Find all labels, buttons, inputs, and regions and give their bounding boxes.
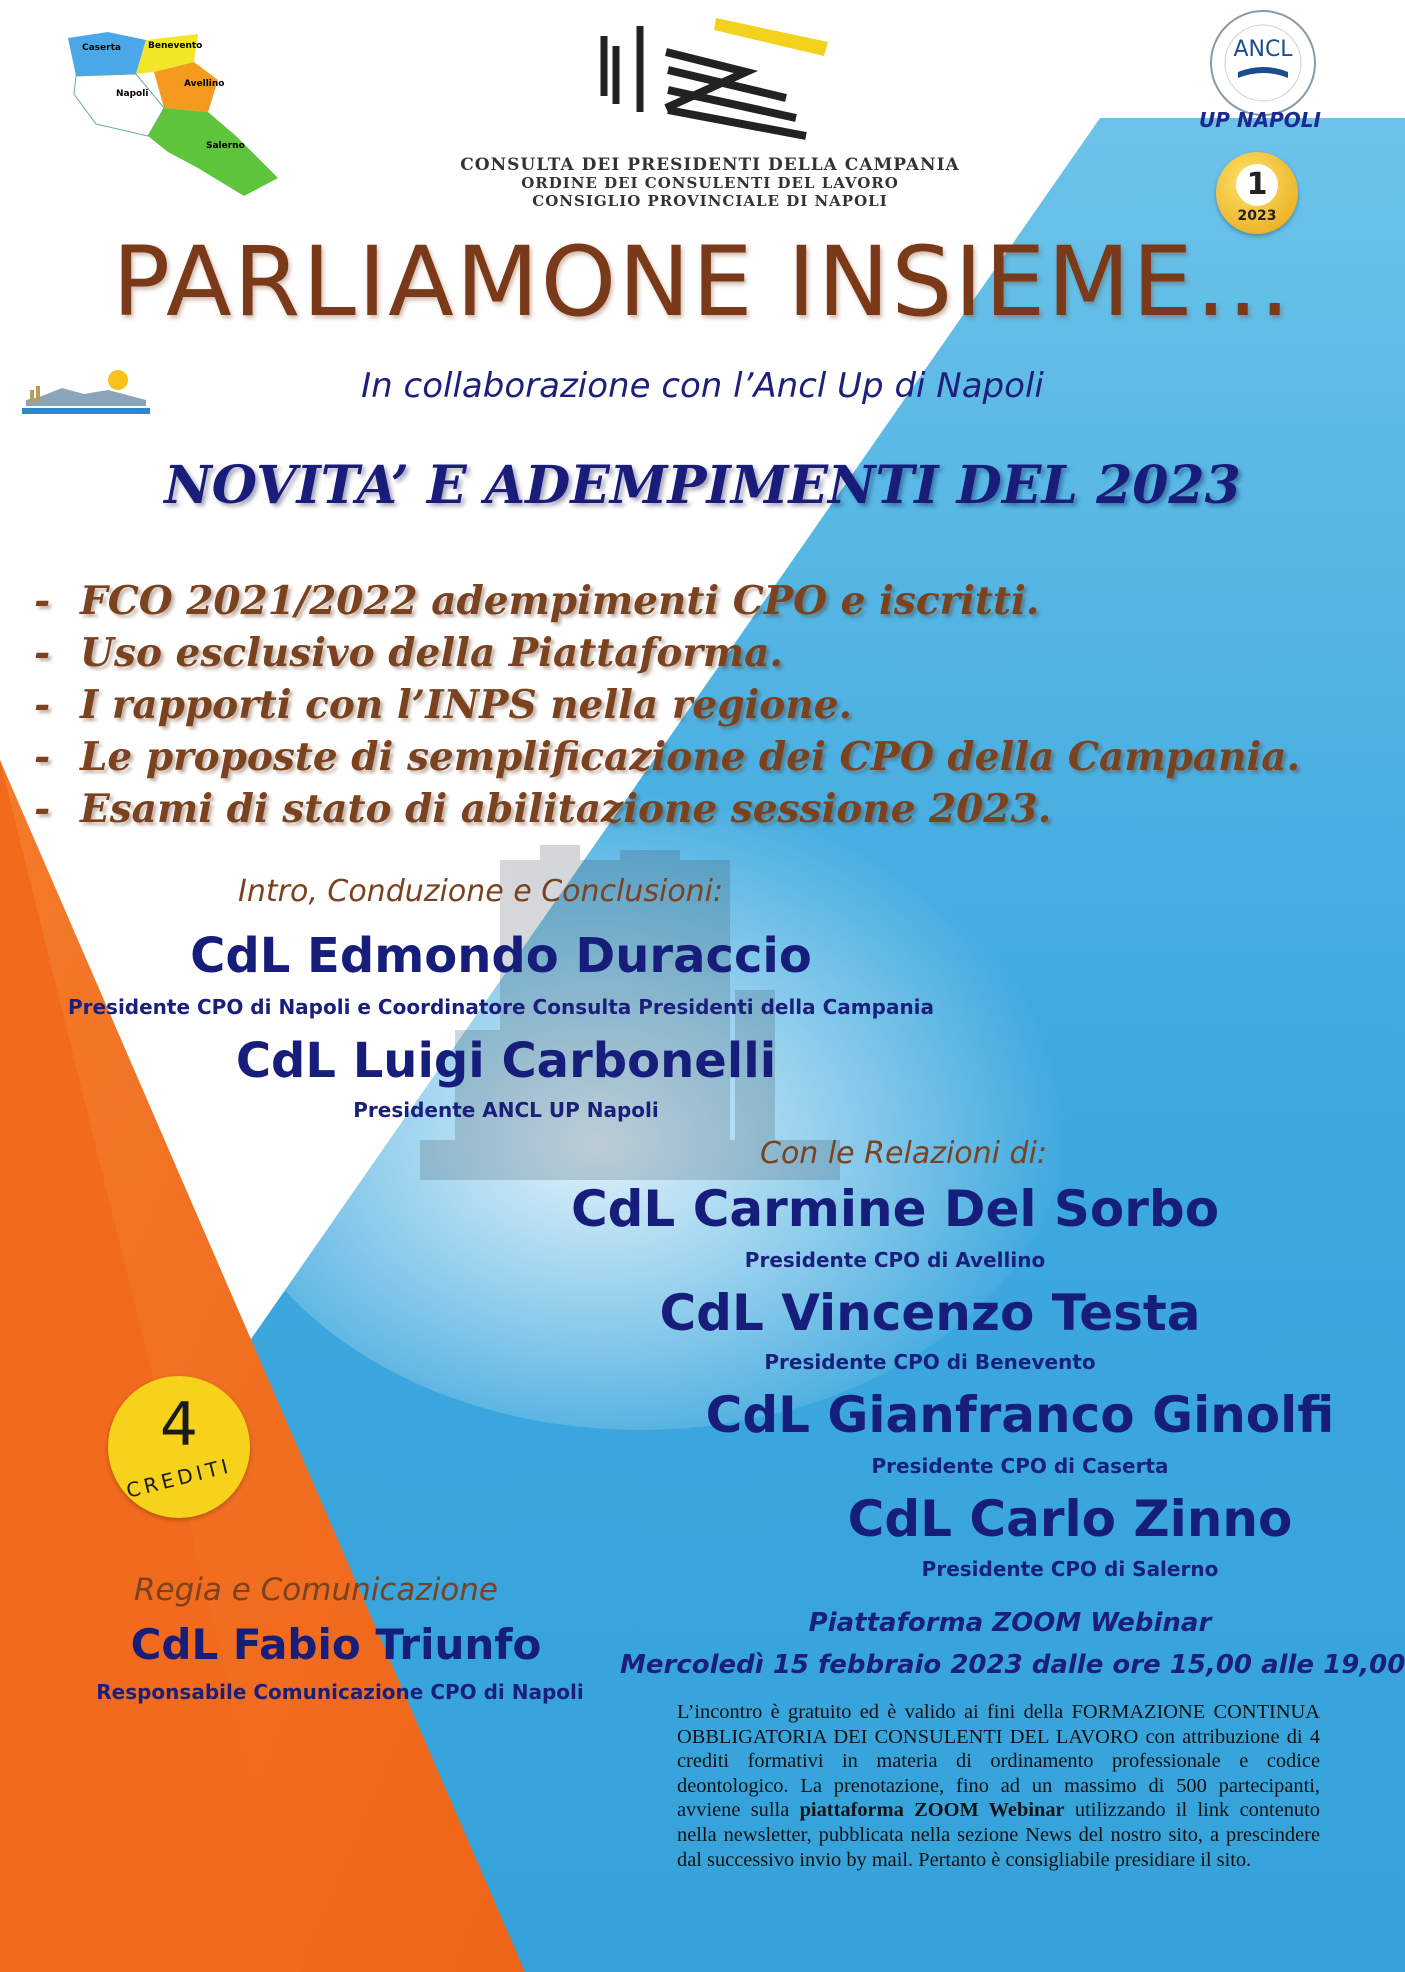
speaker-role-zinno: Presidente CPO di Salerno [921,1557,1219,1581]
org-name-block [400,156,1020,210]
host-role-carbonelli: Presidente ANCL UP Napoli [353,1098,659,1122]
ancl-logo-icon [1208,8,1318,118]
topic-item: - Uso esclusivo della Piattaforma. [34,630,783,676]
credits-label: CREDITI [123,1453,235,1503]
host-name-duraccio: CdL Edmondo Duraccio [190,928,812,984]
topic-item: - Esami di stato di abilitazione sessione 2023. [34,786,1052,832]
up-napoli-label: UP NAPOLI [1199,108,1321,132]
speaker-role-testa: Presidente CPO di Benevento [764,1350,1096,1374]
speaker-name-ginolfi: CdL Gianfranco Ginolfi [705,1386,1335,1444]
svg-text:Avellino: Avellino [184,79,225,89]
host-role-duraccio: Presidente CPO di Napoli e Coordinatore Consulta Presidenti della Campania [67,995,935,1019]
main-title: PARLIAMONE INSIEME… [112,226,1293,338]
event-heading: NOVITA’ E ADEMPIMENTI DEL 2023 [164,455,1241,516]
speakers-label: Con le Relazioni di: [760,1136,1048,1171]
speaker-name-zinno: CdL Carlo Zinno [847,1490,1293,1548]
svg-text:ANCL: ANCL [1233,37,1293,62]
credits-badge [108,1376,250,1518]
org-line-3: CONSIGLIO PROVINCIALE DI NAPOLI [532,192,888,210]
edition-number: 1 [1236,164,1278,206]
svg-text:Benevento: Benevento [148,41,203,51]
regia-role: Responsabile Comunicazione CPO di Napoli [96,1680,584,1704]
speaker-name-del-sorbo: CdL Carmine Del Sorbo [570,1180,1220,1238]
speaker-name-testa: CdL Vincenzo Testa [659,1284,1201,1342]
edition-badge [1216,152,1298,234]
edition-year: 2023 [1237,208,1277,224]
topic-item: - FCO 2021/2022 adempimenti CPO e iscritti. [34,578,1040,624]
campania-map-logo [68,28,284,200]
svg-text:Napoli: Napoli [116,89,149,99]
speaker-role-del-sorbo: Presidente CPO di Avellino [744,1248,1046,1272]
registration-note: L’incontro è gratuito ed è valido ai fini della FORMAZIONE CONTINUA OBBLIGATORIA DEI CONSULENTI DEL LAVORO con attribuzione di 4 crediti formativi in materia di ordinamento professionale e codice deontologico. La prenotazione, fino ad un massimo di 500 partecipanti, avviene sulla piattaforma ZOOM Webinar utilizzando il link contenuto nella newsletter, pubblicata nella sezione News del nostro sito, a prescindere dal successivo invio by mail. Pertanto è consigliabile presidiare il sito. [677,1701,1320,1871]
regia-label: Regia e Comunicazione [133,1572,498,1608]
topic-list [34,575,1300,835]
svg-text:Caserta: Caserta [82,43,121,53]
intro-label: Intro, Conduzione e Conclusioni: [238,874,724,909]
host-name-carbonelli: CdL Luigi Carbonelli [235,1033,777,1089]
topic-item: - Le proposte di semplificazione dei CPO della Campania. [34,734,1301,780]
subtitle: In collaborazione con l’Ancl Up di Napoli [361,366,1044,406]
regia-name: CdL Fabio Triunfo [130,1620,542,1669]
svg-text:Salerno: Salerno [206,141,245,151]
event-platform: Piattaforma ZOOM Webinar [808,1608,1212,1638]
topic-item: - I rapporti con l’INPS nella regione. [34,682,853,728]
credits-number: 4 [159,1390,199,1460]
event-date: Mercoledì 15 febbraio 2023 dalle ore 15,00 alle 19,00 [620,1650,1405,1680]
consulta-logo-icon [596,12,836,142]
org-line-2: ORDINE DEI CONSULENTI DEL LAVORO [521,174,899,192]
speaker-role-ginolfi: Presidente CPO di Caserta [871,1454,1169,1478]
org-line-1: CONSULTA DEI PRESIDENTI DELLA CAMPANIA [460,155,960,175]
